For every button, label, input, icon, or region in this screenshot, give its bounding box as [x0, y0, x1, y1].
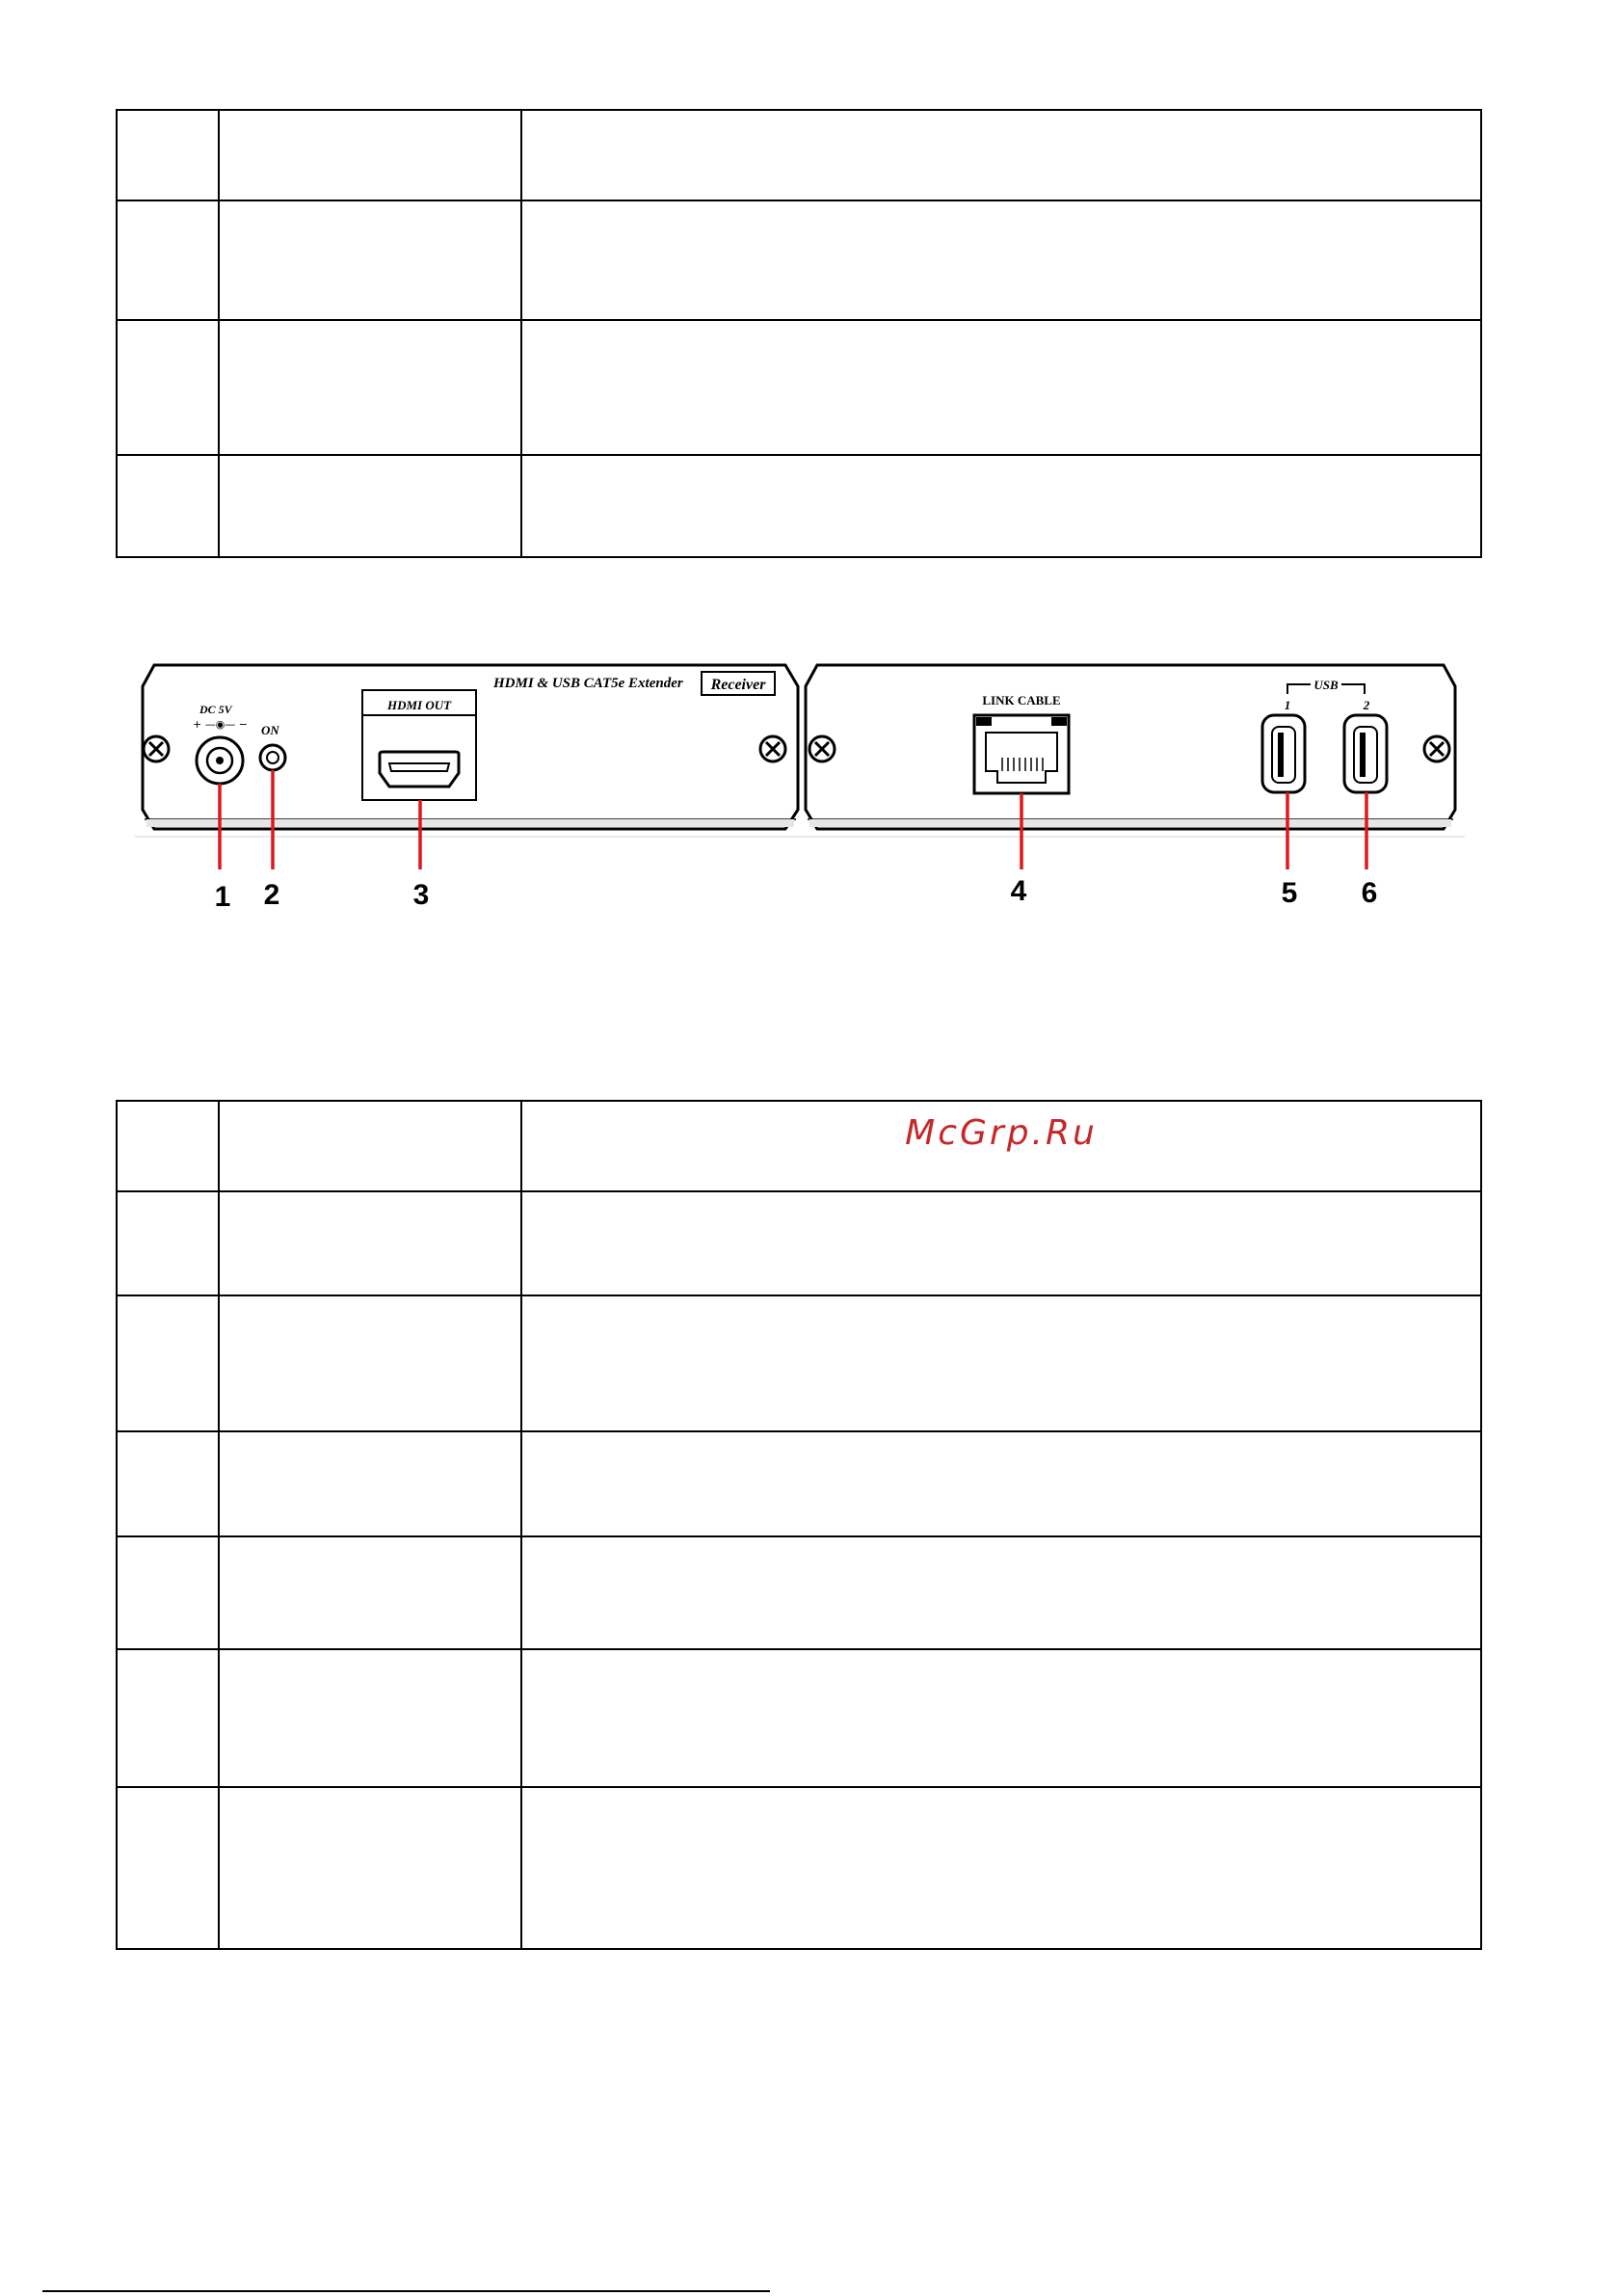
callout-2: 2 — [263, 879, 280, 911]
usb-port-icon — [1262, 715, 1305, 792]
footer-rule — [42, 2290, 770, 2292]
rj45-port-icon — [974, 715, 1069, 793]
usb-label: USB — [1313, 678, 1339, 692]
table-row — [117, 1295, 1481, 1431]
power-led-icon — [260, 745, 285, 770]
usb-port-1-label: 1 — [1284, 698, 1291, 712]
link-cable-label: LINK CABLE — [982, 693, 1061, 707]
dc-power-jack-icon — [197, 737, 243, 784]
table-row — [117, 1536, 1481, 1649]
table-row — [117, 1191, 1481, 1295]
callout-5: 5 — [1281, 877, 1298, 909]
table-row — [117, 1787, 1481, 1949]
hdmi-out-label: HDMI OUT — [386, 698, 452, 712]
receiver-panel-diagram — [0, 0, 1618, 925]
table-row — [117, 1649, 1481, 1787]
receiver-badge: Receiver — [710, 677, 766, 693]
callout-4: 4 — [1010, 875, 1027, 907]
dc-polarity: + —◉— − — [193, 718, 249, 731]
table-row — [117, 1101, 1481, 1191]
panel-title: HDMI & USB CAT5e Extender — [493, 676, 683, 691]
callout-1: 1 — [214, 881, 231, 913]
on-label: ON — [261, 723, 279, 737]
dc-label: DC 5V — [199, 703, 232, 716]
usb-port-2-label: 2 — [1363, 698, 1370, 712]
usb-port-icon — [1344, 715, 1387, 792]
table-row — [117, 1431, 1481, 1536]
hdmi-port-icon — [380, 752, 459, 787]
bottom-spec-table — [116, 1100, 1482, 1950]
callout-3: 3 — [412, 879, 430, 911]
watermark: McGrp.Ru — [905, 1113, 1098, 1153]
callout-6: 6 — [1361, 877, 1378, 909]
